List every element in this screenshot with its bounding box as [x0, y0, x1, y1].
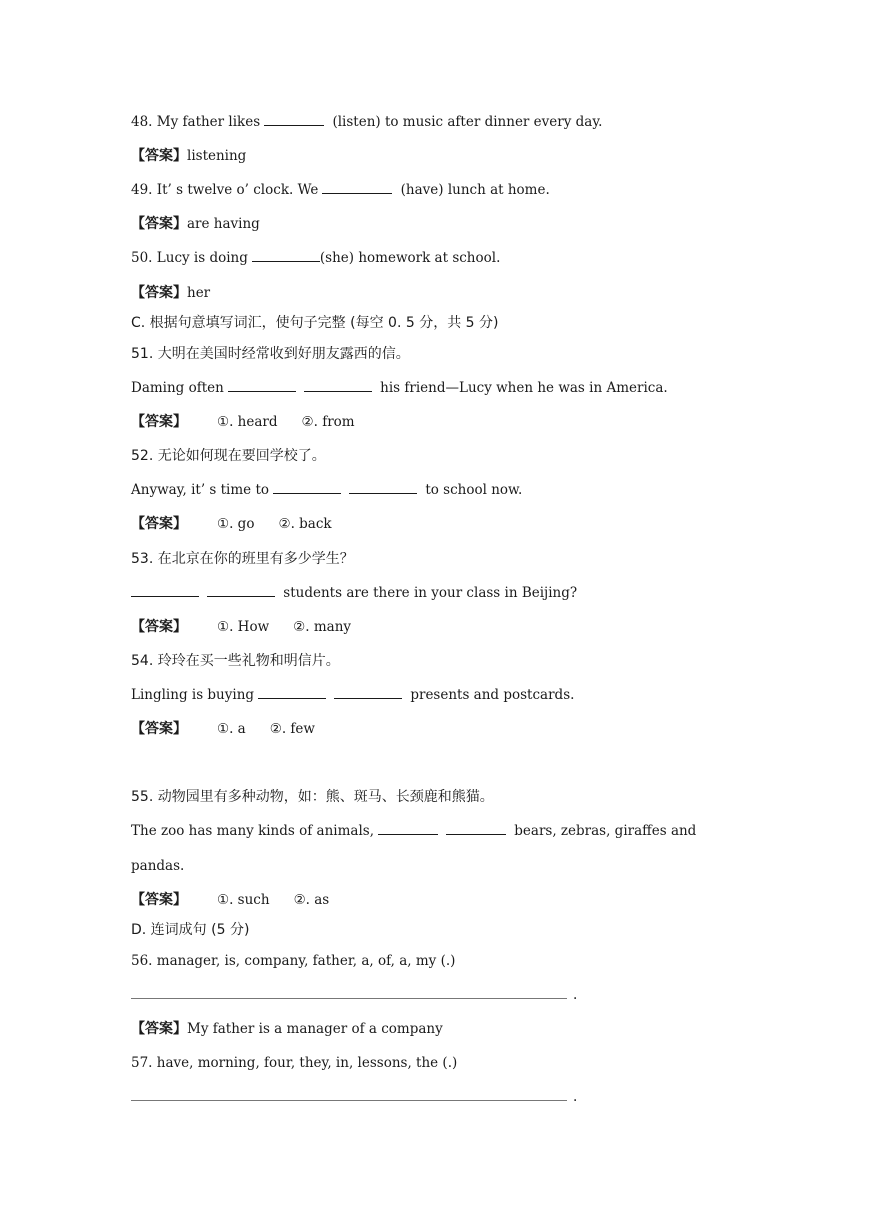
question-56-answer-line [131, 986, 577, 1004]
question-text: My father likes [156, 114, 261, 130]
question-text: (listen) to music after dinner every day. [332, 114, 603, 130]
answer-49 [131, 215, 260, 233]
answer-text: are having [187, 216, 260, 232]
question-55 [131, 822, 696, 840]
answer-text: My father is a manager of a company [187, 1021, 443, 1037]
question-48 [131, 113, 602, 131]
answer-52 [131, 515, 332, 533]
question-text: 动物园里有多种动物，如：熊、斑马、长颈鹿和熊猫。 [157, 789, 494, 805]
section-d-title: D. 连词成句 (5 分) [131, 922, 250, 938]
question-text: manager, is, company, father, a, of, a, my (.) [156, 953, 456, 969]
answer-text: ②. many [293, 619, 352, 635]
question-number: 52. [131, 448, 154, 464]
question-text: 在北京在你的班里有多少学生？ [157, 551, 354, 567]
answer-text: ①. a [217, 721, 246, 737]
answer-56 [131, 1020, 443, 1038]
question-57 [131, 1054, 457, 1072]
answer-50 [131, 284, 210, 302]
answer-blank [258, 686, 326, 699]
question-text: (she) homework at school. [319, 250, 501, 266]
question-text: to school now. [425, 482, 523, 498]
question-number: 54. [131, 653, 154, 669]
answer-label: 【答案】 [131, 892, 187, 908]
question-number: 50. [131, 250, 153, 266]
question-57-answer-line [131, 1088, 577, 1106]
sentence-end: . [573, 987, 578, 1003]
answer-blank [264, 113, 324, 126]
question-50 [131, 249, 500, 267]
answer-text: listening [187, 148, 247, 164]
answer-label: 【答案】 [131, 285, 187, 301]
question-52 [131, 481, 522, 499]
answer-blank [131, 584, 199, 597]
answer-text: ②. as [293, 892, 330, 908]
question-55-continued: pandas. [131, 858, 185, 874]
answer-blank [273, 481, 341, 494]
question-52-chinese [131, 447, 326, 465]
answer-text: ①. heard [217, 414, 278, 430]
question-53 [131, 584, 577, 602]
answer-blank [349, 481, 417, 494]
answer-label: 【答案】 [131, 721, 187, 737]
question-54-chinese [131, 652, 340, 670]
answer-55 [131, 891, 329, 909]
answer-text: ②. few [269, 721, 315, 737]
answer-51 [131, 413, 355, 431]
question-text: his friend—Lucy when he was in America. [380, 380, 668, 396]
question-text: Anyway, it’ s time to [131, 482, 270, 498]
question-text: 无论如何现在要回学校了。 [157, 448, 326, 464]
question-55-chinese [131, 788, 494, 806]
answer-blank [304, 379, 372, 392]
answer-text: ①. go [217, 516, 255, 532]
question-text: (have) lunch at home. [400, 182, 550, 198]
question-51-chinese [131, 345, 410, 363]
answer-text: her [187, 285, 211, 301]
answer-blank [207, 584, 275, 597]
answer-label: 【答案】 [131, 516, 187, 532]
answer-blank [378, 822, 438, 835]
answer-text: ①. How [217, 619, 270, 635]
question-number: 51. [131, 346, 154, 362]
question-number: 56. [131, 953, 153, 969]
question-text: The zoo has many kinds of animals, [131, 823, 374, 839]
question-text: have, morning, four, they, in, lessons, the (.) [156, 1055, 458, 1071]
question-53-chinese [131, 550, 354, 568]
answer-text: ②. back [278, 516, 332, 532]
answer-text: ①. such [217, 892, 270, 908]
question-51 [131, 379, 668, 397]
answer-label: 【答案】 [131, 216, 187, 232]
answer-label: 【答案】 [131, 414, 187, 430]
answer-blank [228, 379, 296, 392]
answer-blank [252, 249, 320, 262]
answer-label: 【答案】 [131, 148, 187, 164]
question-56 [131, 952, 455, 970]
question-text: 玲玲在买一些礼物和明信片。 [157, 653, 340, 669]
answer-54 [131, 720, 315, 738]
question-number: 55. [131, 789, 154, 805]
question-number: 53. [131, 551, 154, 567]
question-number: 48. [131, 114, 153, 130]
section-c-title: C. 根据句意填写词汇，使句子完整 (每空 0. 5 分，共 5 分) [131, 315, 499, 331]
answer-blank [131, 986, 567, 999]
question-54 [131, 686, 574, 704]
question-text: bears, zebras, giraffes and [514, 823, 697, 839]
answer-label: 【答案】 [131, 1021, 187, 1037]
answer-blank [446, 822, 506, 835]
question-text: 大明在美国时经常收到好朋友露西的信。 [157, 346, 410, 362]
question-text: students are there in your class in Beijing? [283, 585, 578, 601]
answer-48 [131, 147, 246, 165]
answer-label: 【答案】 [131, 619, 187, 635]
answer-text: ②. from [301, 414, 355, 430]
answer-53 [131, 618, 351, 636]
question-number: 49. [131, 182, 153, 198]
answer-blank [322, 181, 392, 194]
question-text: Daming often [131, 380, 224, 396]
question-49 [131, 181, 550, 199]
question-number: 57. [131, 1055, 153, 1071]
question-text: presents and postcards. [410, 687, 575, 703]
answer-blank [334, 686, 402, 699]
sentence-end: . [573, 1089, 578, 1105]
question-text: Lucy is doing [156, 250, 248, 266]
question-text: It’ s twelve o’ clock. We [156, 182, 319, 198]
question-text: Lingling is buying [131, 687, 255, 703]
answer-blank [131, 1088, 567, 1101]
